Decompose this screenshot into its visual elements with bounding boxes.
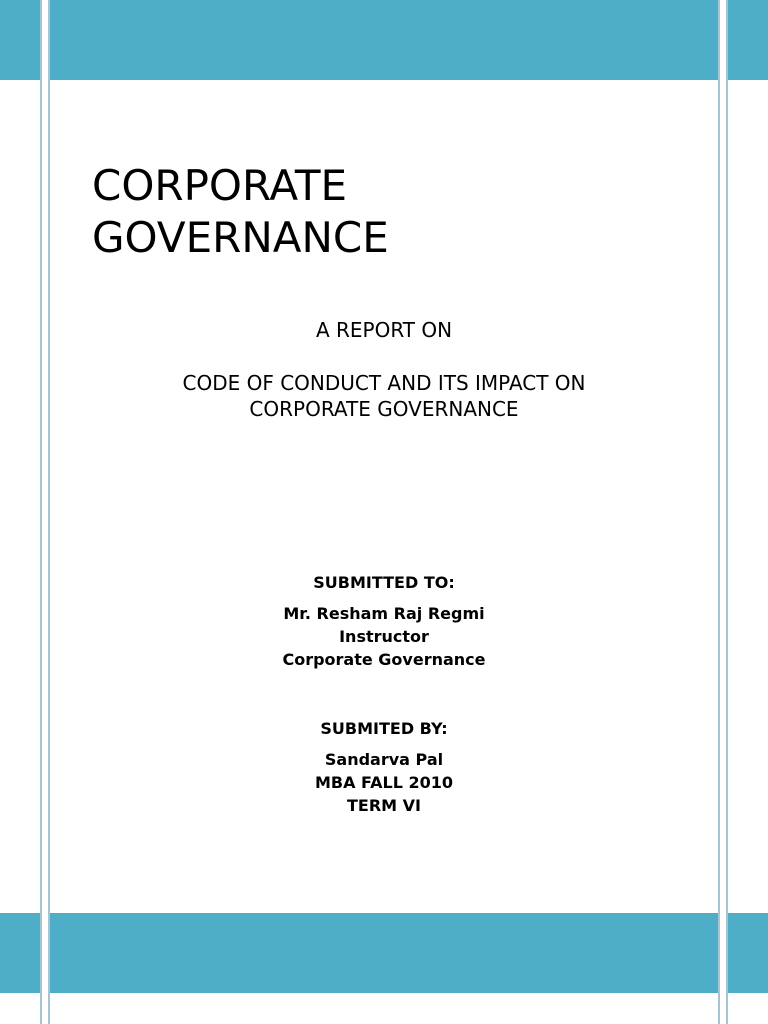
submitted-to-name: Mr. Resham Raj Regmi (283, 604, 485, 623)
submitted-to-block (0, 573, 768, 671)
bottom-right-band (727, 913, 768, 993)
submitted-by-term: TERM VI (347, 796, 421, 815)
title-line-1: CORPORATE (92, 161, 348, 210)
right-border-line (726, 0, 728, 1024)
document-title (92, 160, 389, 264)
report-topic-line-2: CORPORATE GOVERNANCE (249, 397, 519, 421)
left-inner-border-line (48, 0, 50, 1024)
right-inner-border-line (718, 0, 720, 1024)
submitted-by-program: MBA FALL 2010 (314, 773, 454, 792)
submitted-by-name: Sandarva Pal (324, 750, 444, 769)
bottom-left-band (0, 913, 40, 993)
left-border-line (40, 0, 42, 1024)
submitted-to-heading: SUBMITTED TO: (313, 573, 455, 592)
report-label: A REPORT ON (315, 318, 453, 342)
top-center-band (50, 0, 718, 80)
submitted-to-course: Corporate Governance (282, 650, 486, 669)
report-topic-line-1: CODE OF CONDUCT AND ITS IMPACT ON (182, 371, 586, 395)
submitted-by-block (0, 719, 768, 817)
top-left-band (0, 0, 40, 80)
top-right-band (727, 0, 768, 80)
report-topic (0, 370, 768, 422)
submitted-by-heading: SUBMITED BY: (320, 719, 448, 738)
title-line-2: GOVERNANCE (92, 213, 389, 262)
submitted-to-role: Instructor (339, 627, 429, 646)
bottom-center-band (50, 913, 718, 993)
